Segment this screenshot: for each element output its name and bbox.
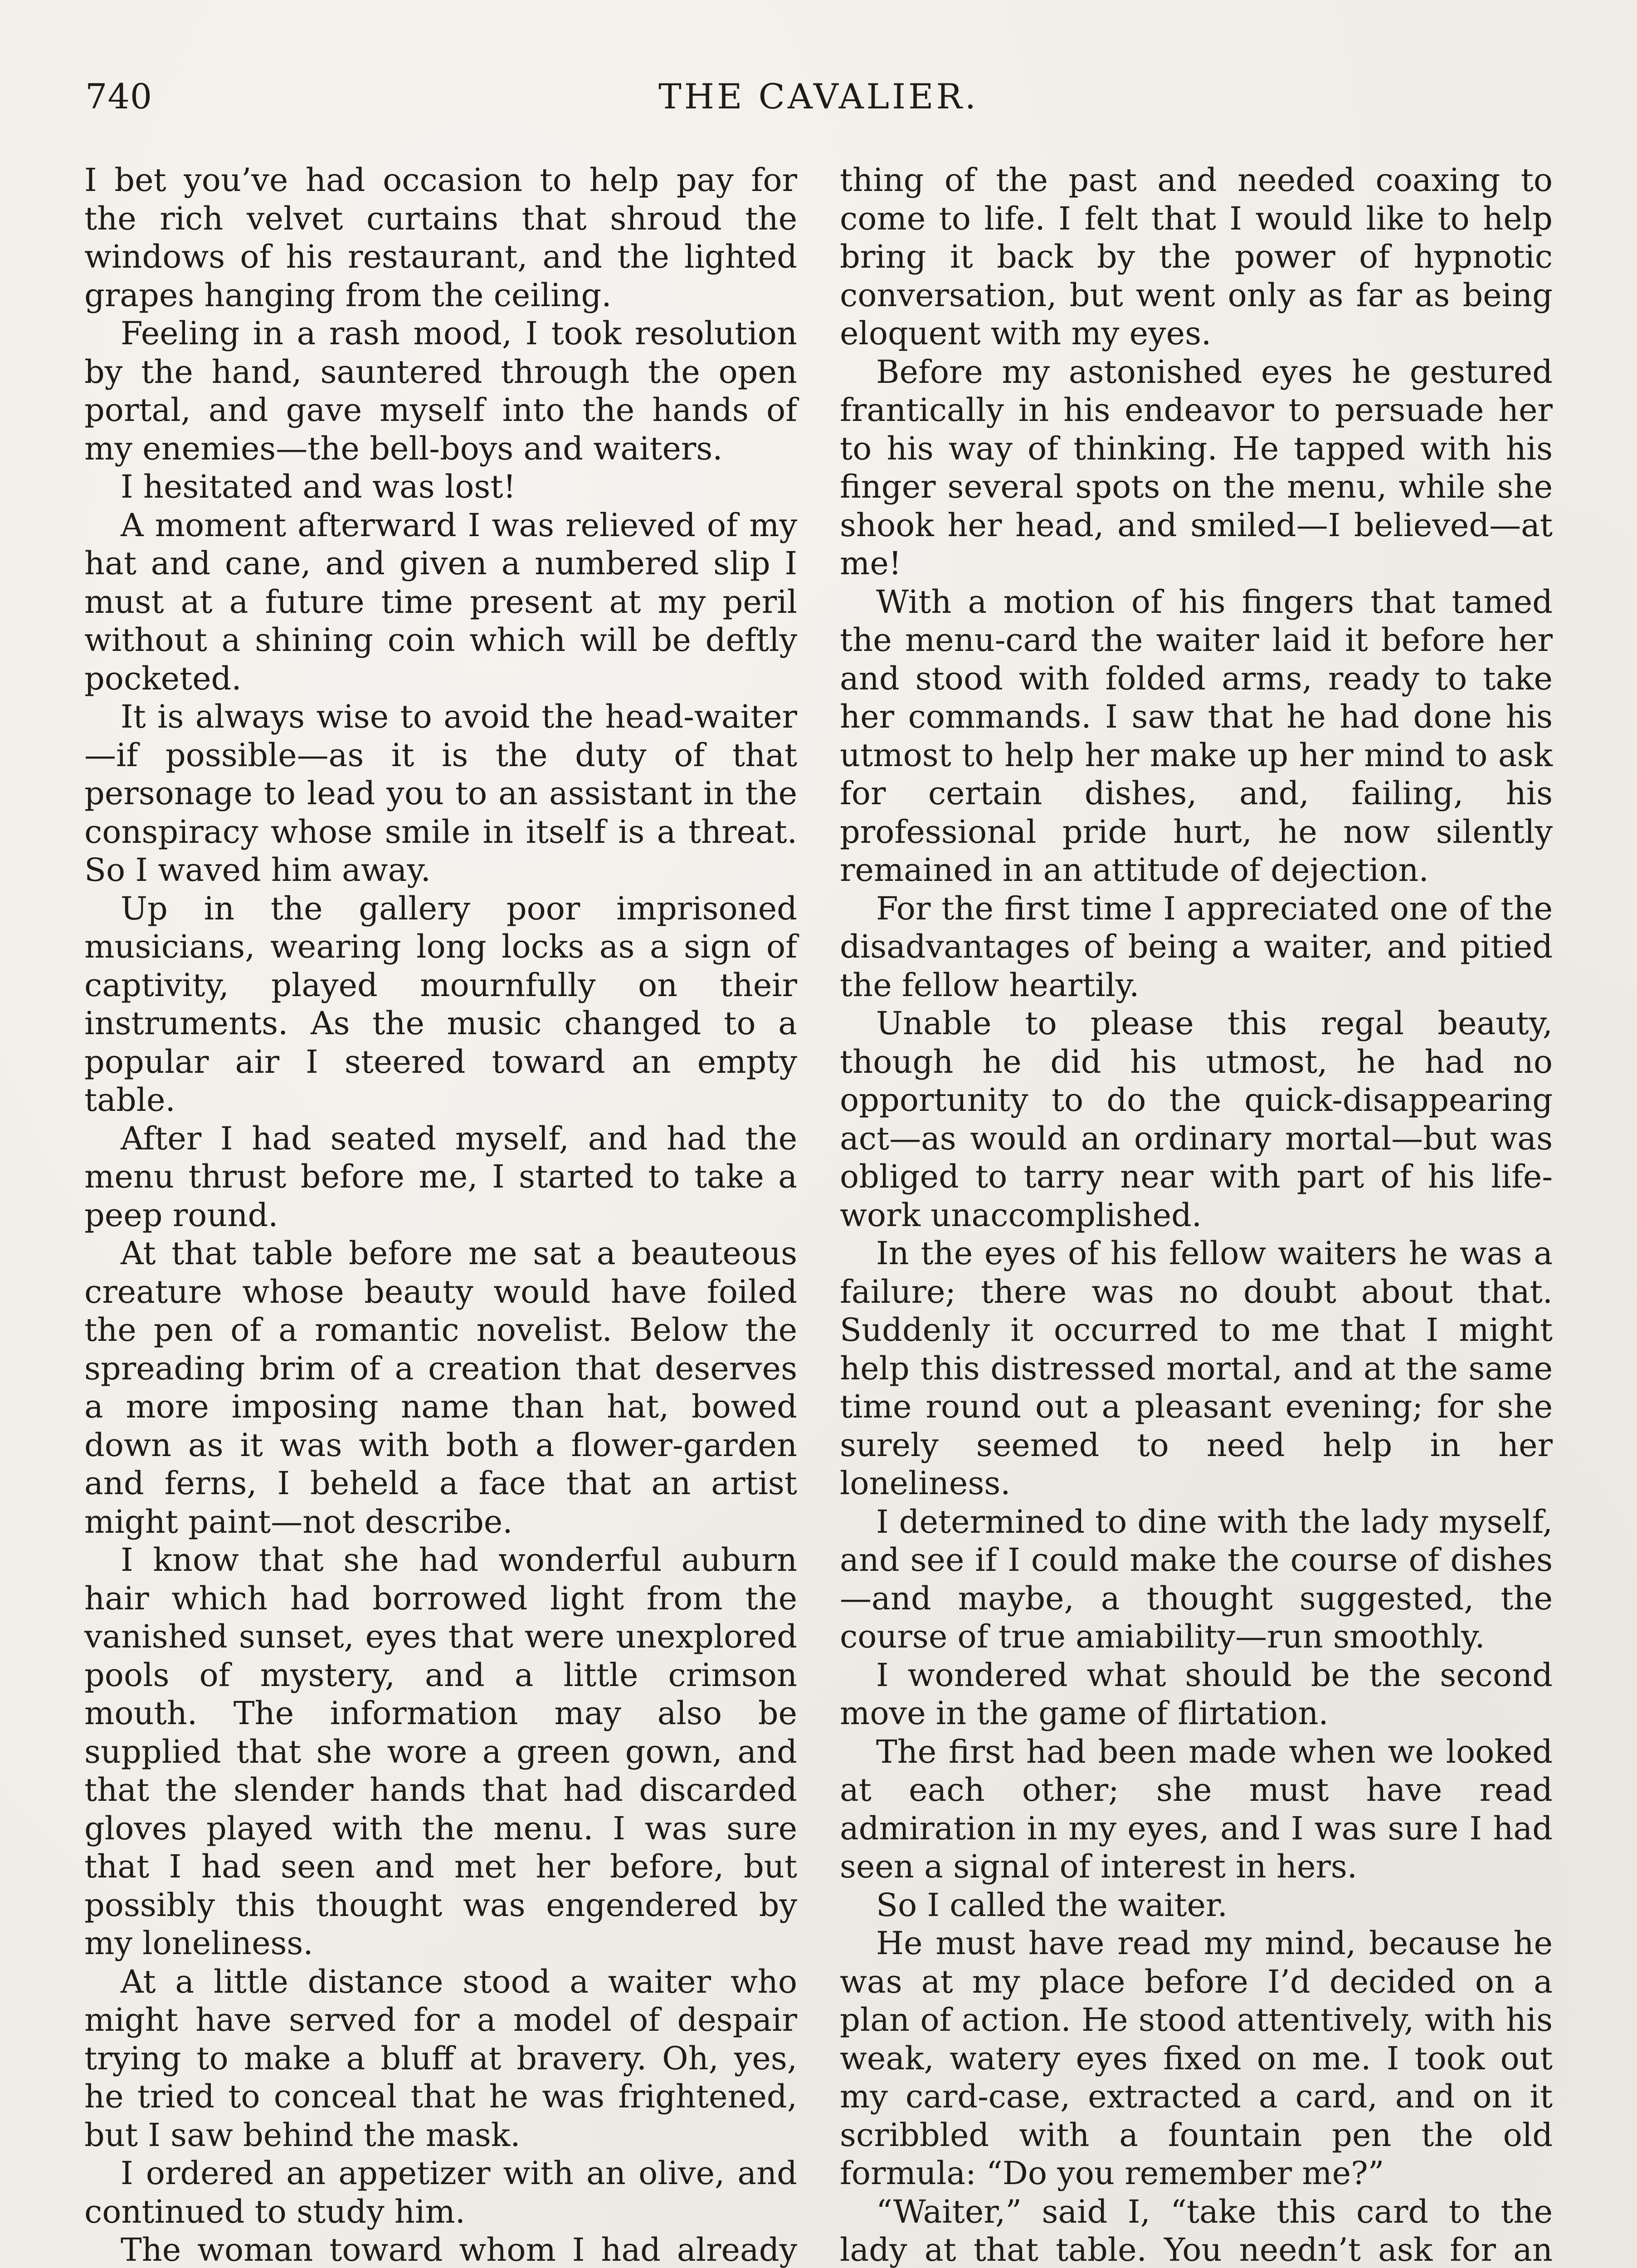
paragraph: Unable to please this regal beauty, though he did his utmost, he had no opportunity to do the quick-disappearing act—as would an ordinary mortal—but was obliged to tarry near with part of his life-work unaccomplished.	[840, 1005, 1553, 1234]
paragraph: At that table before me sat a beauteous creature whose beauty would have foiled the pen of a romantic novelist. Below the spreading brim of a creation that deserves a more imposing name than hat, bowed down as it was with both a flower-garden and ferns, I beheld a face that an artist might paint—not describe.	[84, 1235, 797, 1540]
paragraph: I bet you’ve had occasion to help pay for the rich velvet curtains that shroud the windows of his restaurant, and the lighted grapes hanging from the ceiling.	[84, 161, 797, 314]
paragraph: The woman toward whom I had already	[121, 2231, 797, 2268]
running-title: THE CAVALIER.	[658, 76, 979, 117]
paragraph: After I had seated myself, and had the menu thrust before me, I started to take a peep round.	[84, 1119, 797, 1234]
paragraph: For the first time I appreciated one of the disadvantages of being a waiter, and pitied the fellow heartily.	[840, 890, 1553, 1004]
paragraph: I wondered what should be the second move in the game of flirtation.	[840, 1656, 1553, 1732]
paragraph: It is always wise to avoid the head-waiter—if possible—as it is the duty of that personage to lead you to an assistant in the conspiracy whose smile in itself is a threat. So I waved him away.	[84, 698, 797, 889]
page-number: 740	[85, 76, 153, 117]
paragraph: The first had been made when we looked at each other; she must have read admiration in my eyes, and I was sure I had seen a signal of interest in hers.	[840, 1733, 1553, 1885]
paragraph: So I called the waiter.	[876, 1886, 1228, 1924]
paragraph: I know that she had wonderful auburn hair which had borrowed light from the vanished sunset, eyes that were unexplored pools of mystery, and a little crimson mouth. The information may also be supplied that she wore a green gown, and that the slender hands that had discarded gloves played with the menu. I was sure that I had seen and met her before, but possibly this thought was engendered by my loneliness.	[84, 1541, 797, 1962]
paragraph: A moment afterward I was relieved of my hat and cane, and given a numbered slip I must at a future time present at my peril without a shining coin which will be deftly pocketed.	[84, 506, 797, 697]
paragraph: I ordered an appetizer with an olive, and continued to study him.	[84, 2155, 797, 2230]
right-column	[840, 161, 1553, 2268]
paragraph: At a little distance stood a waiter who might have served for a model of despair trying to make a bluff at bravery. Oh, yes, he tried to conceal that he was frightened, but I saw behind the mask.	[84, 1963, 797, 2154]
paragraph: He must have read my mind, because he was at my place before I’d decided on a plan of action. He stood attentively, with his weak, watery eyes fixed on me. I took out my card-case, extracted a card, and on it scribbled with a fountain pen the old formula: “Do you remember me?”	[840, 1925, 1553, 2192]
left-column	[84, 161, 797, 2268]
paragraph: In the eyes of his fellow waiters he was a failure; there was no doubt about that. Suddenly it occurred to me that I might help this distressed mortal, and at the same time round out a pleasant evening; for she surely seemed to need help in her loneliness.	[840, 1235, 1553, 1502]
paragraph: Feeling in a rash mood, I took resolution by the hand, sauntered through the open portal, and gave myself into the hands of my enemies—the bell-boys and waiters.	[84, 315, 797, 467]
paragraph: I determined to dine with the lady myself, and see if I could make the course of dishes—and maybe, a thought suggested, the course of true amiability—run smoothly.	[840, 1503, 1553, 1655]
paragraph: thing of the past and needed coaxing to come to life. I felt that I would like to help bring it back by the power of hypnotic conversation, but went only as far as being eloquent with my eyes.	[840, 161, 1553, 352]
paragraph: With a motion of his fingers that tamed the menu-card the waiter laid it before her and stood with folded arms, ready to take her commands. I saw that he had done his utmost to help her make up her mind to ask for certain dishes, and, failing, his professional pride hurt, he now silently remained in an attitude of dejection.	[840, 583, 1553, 889]
paragraph: I hesitated and was lost!	[121, 468, 516, 505]
paragraph: “Waiter,” said I, “take this card to the lady at that table. You needn’t ask for an	[840, 2193, 1553, 2268]
paragraph: Before my astonished eyes he gestured frantically in his endeavor to persuade her to his way of thinking. He tapped with his finger several spots on the menu, while she shook her head, and smiled—I believed—at me!	[840, 353, 1553, 582]
paragraph: Up in the gallery poor imprisoned musicians, wearing long locks as a sign of captivity, played mournfully on their instruments. As the music changed to a popular air I steered toward an empty table.	[84, 890, 797, 1119]
